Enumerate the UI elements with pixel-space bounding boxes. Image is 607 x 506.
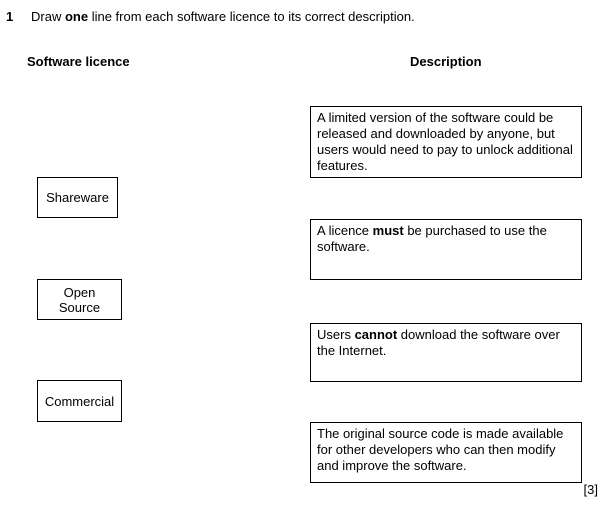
licence-label (59, 285, 100, 315)
licence-box-open-source[interactable] (37, 279, 122, 320)
description-box-4[interactable] (310, 422, 582, 483)
question-text-post: line from each software licence to its correct description. (88, 9, 415, 24)
description-text-bold: cannot (354, 327, 398, 342)
description-text-before: Users (317, 327, 355, 342)
licence-label (45, 394, 114, 409)
description-box-2[interactable] (310, 219, 582, 280)
description-box-3[interactable] (310, 323, 582, 382)
licence-box-shareware[interactable] (37, 177, 118, 218)
description-text-after: download the software over the Internet. (317, 327, 560, 358)
marks-label: [3] (583, 482, 598, 497)
question-text-emphasis: one (64, 9, 89, 24)
description-text: The original source code is made available for other developers who can then modify and improve the software. (317, 426, 564, 473)
question-text (31, 9, 415, 24)
description-text-bold: must (372, 223, 404, 238)
licence-label (46, 190, 109, 205)
licence-label-line1: Commercial (44, 393, 115, 409)
description-text: A limited version of the software could be released and downloaded by anyone, but users would need to pay to unlock additional features. (317, 110, 573, 173)
licence-label-line1: Open (63, 284, 96, 300)
description-text-before: A licence (317, 223, 373, 238)
description-text-after: be purchased to use the software. (317, 223, 547, 254)
description-box-1[interactable] (310, 106, 582, 178)
licence-label-line2: Source (58, 299, 101, 315)
software-licence-heading: Software licence (27, 54, 130, 69)
question-number: 1 (6, 9, 14, 24)
description-heading: Description (410, 54, 482, 69)
question-text-pre: Draw (31, 9, 65, 24)
licence-box-commercial[interactable] (37, 380, 122, 422)
licence-label-line1: Shareware (46, 190, 109, 205)
